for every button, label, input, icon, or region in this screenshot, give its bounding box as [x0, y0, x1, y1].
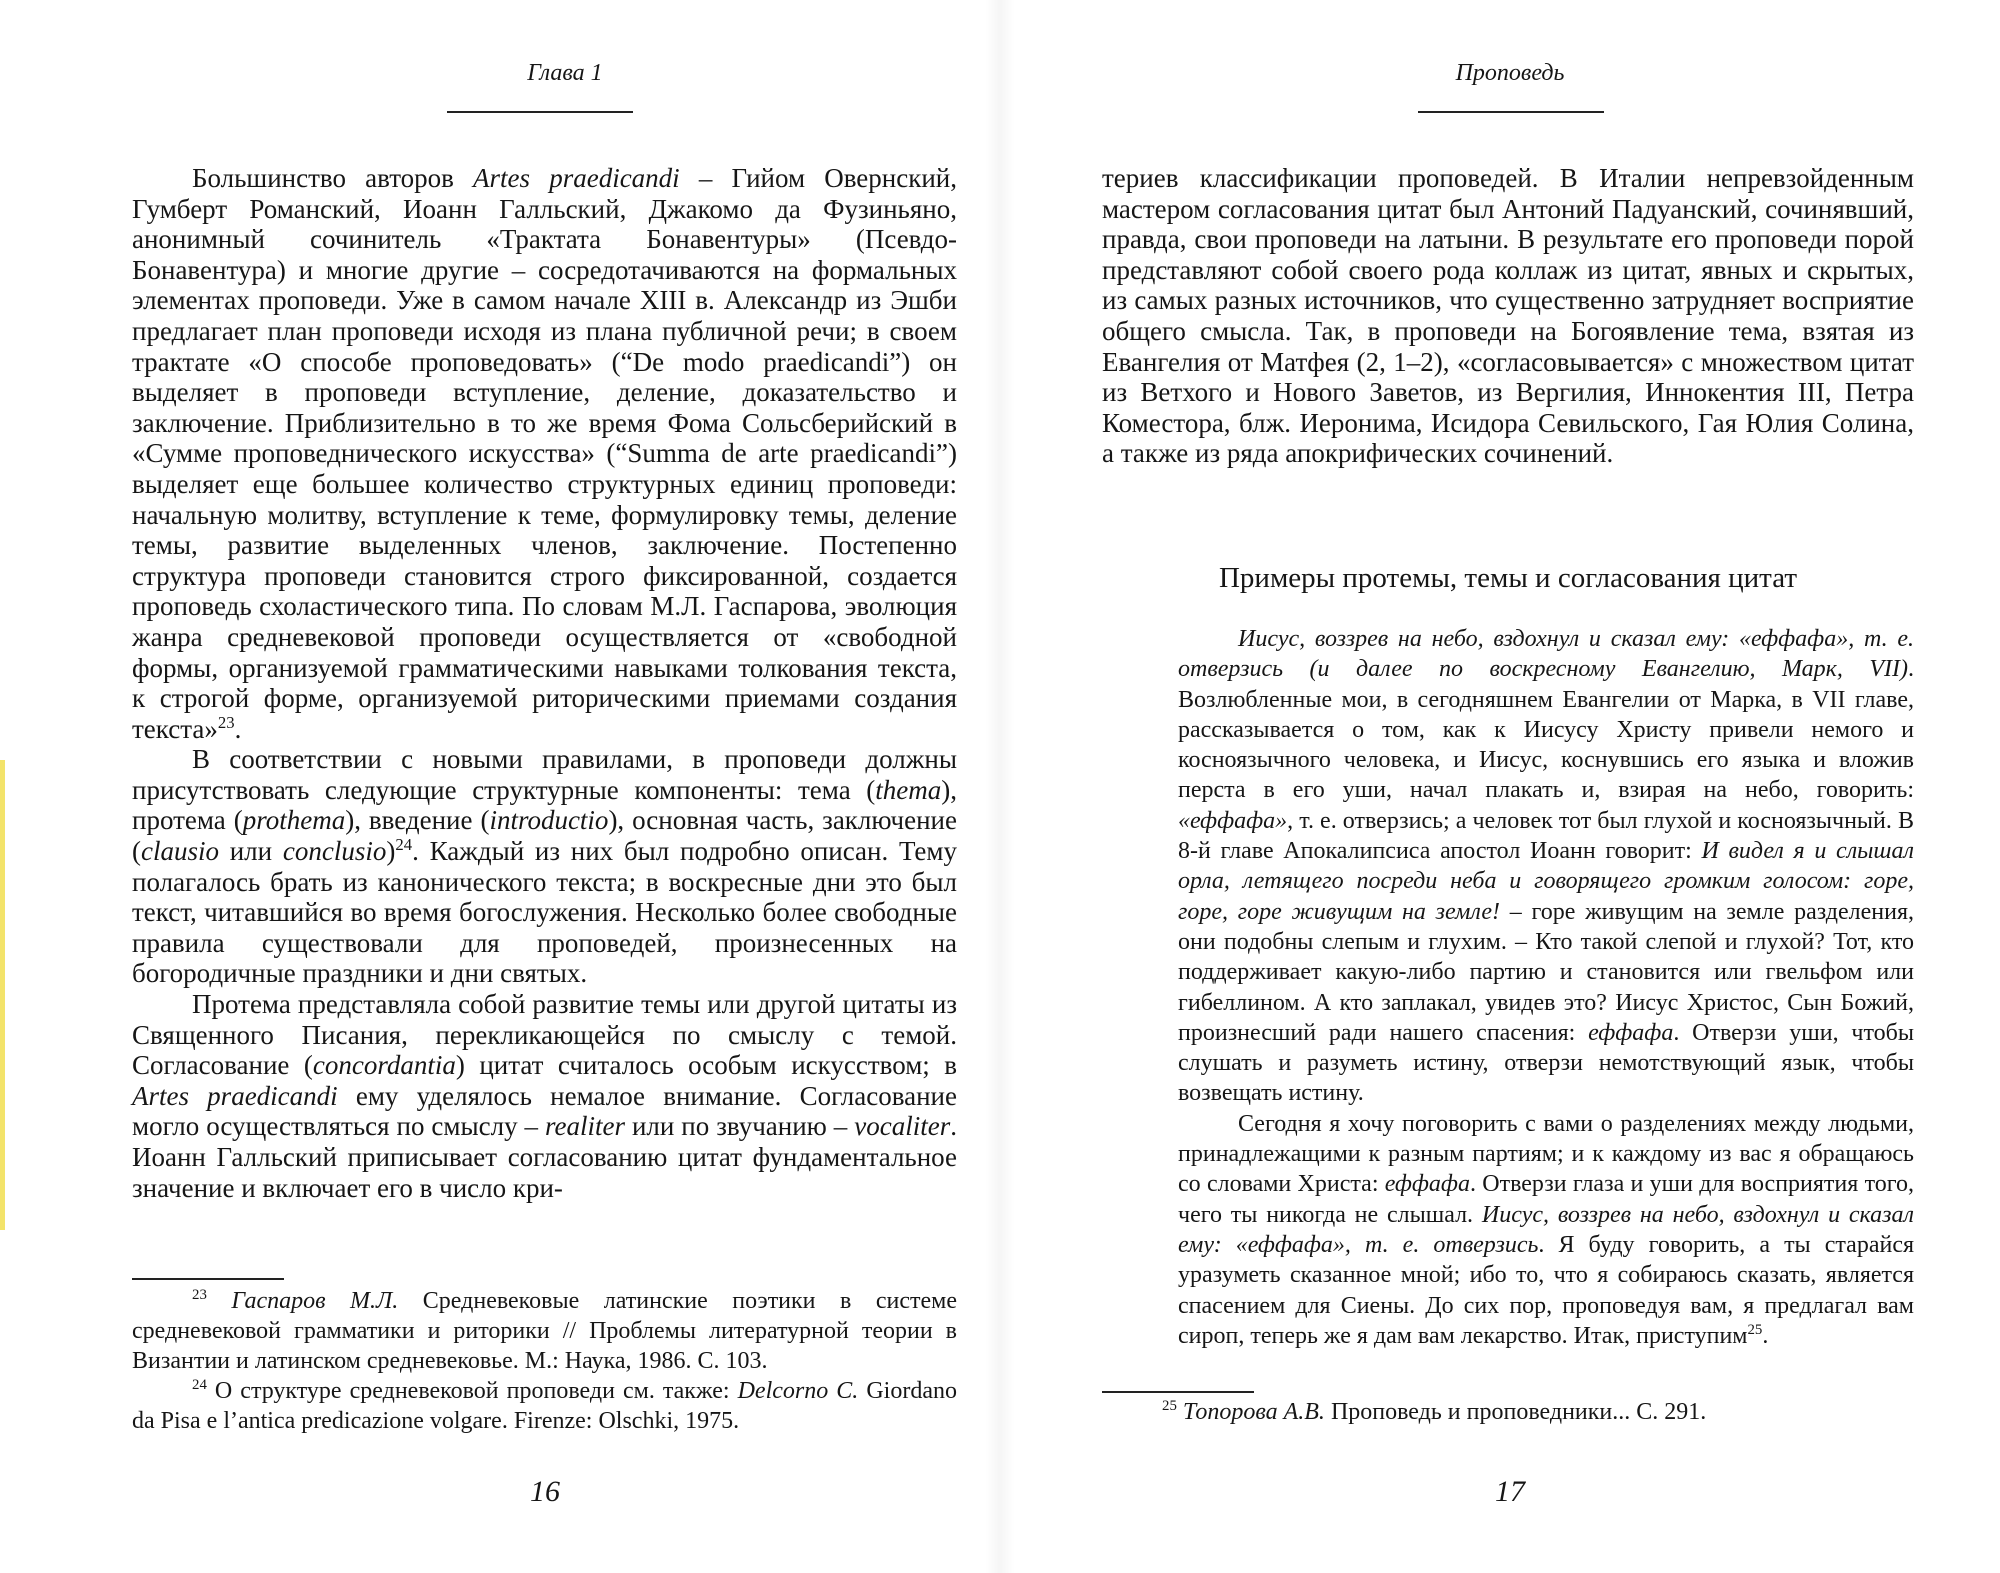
italic-text: clausio [141, 836, 219, 867]
footnote-ref: 24 [192, 1377, 207, 1393]
text-run: Giordano da Pisa e l’antica predicazione volgare. Firenze: Olschki, 1975. [132, 1378, 957, 1434]
text-run: О структуре средневековой проповеди см. также: [206, 1378, 738, 1404]
left-page-number: 16 [530, 1475, 560, 1508]
italic-text: «еффафа» [1178, 807, 1288, 834]
italic-text: prothema [242, 805, 346, 836]
italic-text: Гаспаров М.Л. [231, 1288, 399, 1314]
right-footnotes [1102, 1397, 1914, 1427]
body-paragraph [132, 989, 957, 1203]
text-run: . Отверзи глаза и уши для восприятия того, чего ты никогда не слышал. [1178, 1171, 1914, 1228]
text-run: или по звучанию – [625, 1111, 855, 1142]
text-run: . Иоанн Галльский приписывает согласованию цитат фундаментальное значение и включает его в число кри- [132, 1111, 957, 1203]
italic-text: conclusio [282, 836, 387, 867]
italic-text: еффафа [1384, 1171, 1470, 1198]
left-footnote-rule [132, 1278, 284, 1280]
right-head-rule [1418, 111, 1604, 113]
body-paragraph [132, 163, 957, 744]
text-run: Проповедь и проповедники... С. 291. [1324, 1399, 1707, 1425]
text-run: ) [386, 836, 396, 867]
text-run: ), протема ( [132, 774, 957, 836]
text-run: или [219, 836, 283, 867]
text-run: ) цитат считалось особым искусством; в [455, 1050, 957, 1081]
text-run: . Отверзи уши, чтобы слушать и разуметь истину, отверзи немотствующий язык, чтобы возвещать истину. [1178, 1019, 1914, 1107]
text-run: – горе живущим на земле разделения, они подобны слепым и глухим. – Кто такой слепой и глухой? Тот, кто поддерживает какую-либо партию и становится или гвельфом или гибеллином. А кто заплакал, увидев это? Иисус Христос, Сын Божий, произнесший ради нашего спасения: [1178, 898, 1914, 1046]
right-footnote-rule [1102, 1391, 1254, 1393]
right-page [1000, 0, 2000, 1573]
text-run: ), основная часть, заключение ( [132, 805, 957, 867]
text-run: Средневековые латинские поэтики в системе средневековой грамматики и риторики // Проблемы литературной теории в Византии и латинском средневековье. М.: Наука, 1986. С. 103. [132, 1288, 958, 1374]
text-run: . [1762, 1322, 1769, 1349]
left-head-rule [447, 111, 633, 113]
text-run: териев классификации проповедей. В Италии непревзойденным мастером согласования цитат был Антоний Падуанский, сочинявший, правда, свои проповеди на латыни. В результате его проповеди порой представляют собой своего рода коллаж из цитат, явных и скрытых, из самых разных источников, что существенно затрудняет восприятие общего смысла. Так, в проповеди на Богоявление тема, взятая из Евангелия от Матфея (2, 1–2), «согласовывается» с множеством цитат из Ветхого и Нового Заветов, из Вергилия, Иннокентия III, Петра Коместора, блж. Иеронима, Исидора Севильского, Гая Юлия Солина, а также из ряда апокрифических сочинений. [1102, 163, 1914, 469]
quote-paragraph [1178, 1109, 1914, 1351]
italic-text: Иисус, воззрев на небо, вздохнул и сказал ему: «еффафа», т. е. отверзись (и далее по воскресному Евангелию, Марк, VII) [1178, 626, 1914, 683]
footnote-ref: 23 [217, 712, 235, 732]
text-run: . Возлюбленные мои, в сегодняшнем Евангелии от Марка, в VII главе, рассказывается о том, как к Иисусу Христу привели немого и косноязычного человека, и Иисус, коснувшись его языка и вложив перста в его уши, начал плакать и, взирая на небо, говорить: [1178, 656, 1914, 804]
text-run: . [234, 713, 242, 744]
italic-text: И видел я и слышал орла, летящего посреди неба и говорящего громким голосом: горе, горе, горе живущим на земле! [1178, 838, 1915, 925]
italic-text: Иисус, воззрев на небо, вздохнул и сказал ему: «еффафа», т. е. отверзись [1178, 1201, 1915, 1258]
italic-text: Artes praedicandi [473, 163, 680, 193]
quoted-sermon [1178, 624, 1914, 1351]
text-run: . Я буду говорить, а ты старайся уразуметь сказанное мной; ибо то, что я собираюсь сказать, является спасением для Сиены. До сих пор, проповедуя вам, я предлагал вам сироп, теперь же я дам вам лекарство. Итак, приступим [1178, 1231, 1915, 1349]
italic-text: Artes praedicandi [132, 1080, 338, 1111]
left-footnotes [132, 1286, 957, 1436]
text-run [207, 1288, 232, 1314]
text-run: Большинство авторов [192, 163, 474, 193]
italic-text: thema [875, 774, 942, 805]
left-body-text [132, 163, 957, 1203]
text-run: . Каждый из них был подробно описан. Тему полагалось брать из канонического текста; в воскресные дни это был текст, читавшийся во время богослужения. Несколько более свободные правила существовали для проповедей, произнесенных на богородичные праздники и дни святых. [132, 836, 958, 989]
text-run: Сегодня я хочу поговорить с вами о разделениях между людьми, принадлежащими к разным партиям; и к каждому из вас я обращаюсь со словами Христа: [1178, 1110, 1914, 1198]
italic-text: Delcorno C. [737, 1378, 859, 1404]
footnote-ref: 23 [192, 1287, 207, 1303]
right-body-text [1102, 163, 1914, 469]
right-running-head: Проповедь [1455, 60, 1565, 86]
italic-text: introductio [489, 805, 609, 836]
italic-text: vocaliter [854, 1111, 951, 1142]
left-running-head: Глава 1 [527, 60, 603, 86]
right-page-number: 17 [1495, 1475, 1525, 1508]
quote-paragraph [1178, 624, 1914, 1109]
text-run: ему уделялось немалое внимание. Согласование могло осуществляться по смыслу – [132, 1080, 957, 1142]
italic-text: realiter [545, 1111, 626, 1142]
text-run: – Гийом Овернский, Гумберт Романский, Иоанн Галльский, Джакомо да Фузиньяно, анонимный сочинитель «Трактата Бонавентуры» (Псевдо-Бонавентура) и многие другие – сосредотачиваются на формальных элементах проповеди. Уже в самом начале XIII в. Александр из Эшби предлагает план проповеди исходя из плана публичной речи; в своем трактате «О способе проповедовать» (“De modo praedicandi”) он выделяет в проповеди вступление, деление, доказательство и заключение. Приблизительно в то же время Фома Сольсберийский в «Сумме проповеднического искусства» (“Summa de arte praedicandi”) выделяет еще большее количество структурных единиц проповеди: начальную молитву, вступление к теме, формулировку темы, деление темы, развитие выделенных членов, заключение. Постепенно структура проповеди становится строго фиксированной, создается проповедь схоластического типа. По словам М.Л. Гаспарова, эволюция жанра средневековой проповеди осуществляется от «свободной формы, организуемой грамматическими навыками толкования текста, к строгой форме, организуемой риторическими приемами создания текста» [132, 163, 957, 744]
footnote [1102, 1397, 1914, 1427]
body-paragraph [132, 744, 957, 989]
italic-text: еффафа [1588, 1019, 1674, 1046]
footnote-ref: 25 [1162, 1398, 1177, 1414]
text-run: Протема представляла собой развитие темы или другой цитаты из Священного Писания, перекликающейся по смыслу с темой. Согласование ( [132, 989, 957, 1081]
text-run: ), введение ( [345, 805, 490, 836]
footnote-ref: 24 [395, 835, 413, 855]
footnote [132, 1286, 957, 1376]
footnote-ref: 25 [1747, 1321, 1763, 1338]
body-paragraph [1102, 163, 1914, 469]
italic-text: concordantia [312, 1050, 456, 1081]
section-title: Примеры протемы, темы и согласования цитат [1218, 562, 1798, 594]
text-run: , т. е. отверзись; а человек тот был глухой и косноязычный. В 8-й главе Апокалипсиса апостол Иоанн говорит: [1178, 807, 1914, 865]
footnote [132, 1376, 957, 1436]
text-run: В соответствии с новыми правилами, в проповеди должны присутствовать следующие структурные компоненты: тема ( [132, 744, 957, 805]
italic-text: Топорова А.В. [1182, 1399, 1325, 1425]
